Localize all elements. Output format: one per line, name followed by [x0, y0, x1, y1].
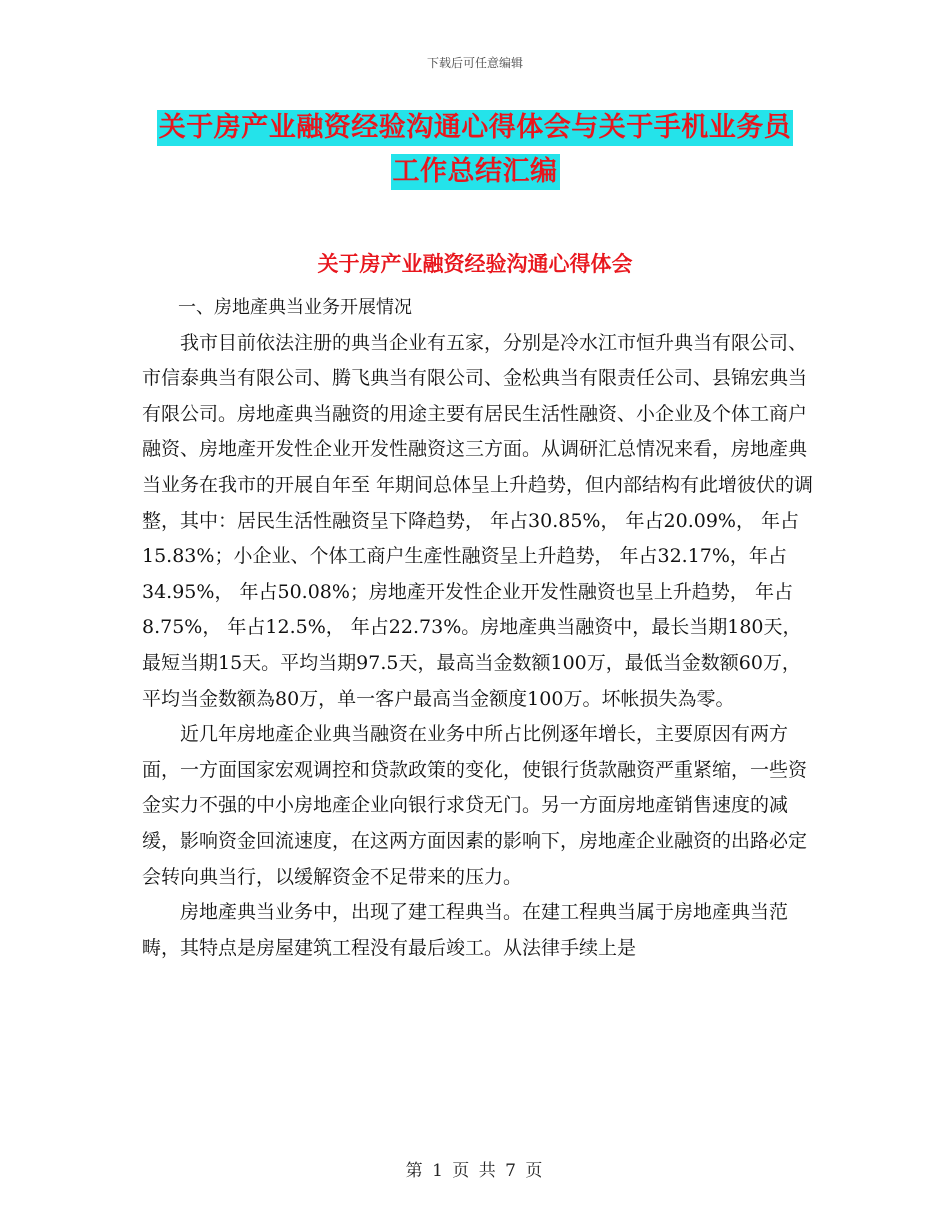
- paragraph-1: 我市目前依法注册的典当企业有五家，分别是冷水江市恒升典当有限公司、市信泰典当有限公司、腾飞典当有限公司、金松典当有限责任公司、县锦宏典当有限公司。房地產典当融资的用途主要有居民生活性融资、小企业及个体工商户融资、房地產开发性企业开发性融资这三方面。从调研汇总情况来看，房地產典当业务在我市的开展自年至 年期间总体呈上升趋势，但内部结构有此增彼伏的调整，其中：居民生活性融资呈下降趋势， 年占30.85%， 年占20.09%， 年占15.83%；小企业、个体工商户生產性融资呈上升趋势， 年占32.17%，年占34.95%， 年占50.08%；房地產开发性企业开发性融资也呈上升趋势， 年占8.75%， 年占12.5%， 年占22.73%。房地產典当融资中，最长当期180天，最短当期15天。平均当期97.5天，最高当金数额100万，最低当金数额60万，平均当金数额為80万，单一客户最高当金额度100万。坏帐损失為零。: [142, 331, 814, 710]
- document-body: [142, 290, 814, 966]
- header-note: 下载后可任意编辑: [426, 56, 523, 70]
- paragraph-2: 近几年房地產企业典当融资在业务中所占比例逐年增长，主要原因有两方面，一方面国家宏观调控和贷款政策的变化，使银行货款融资严重紧缩，一些资金实力不强的中小房地產企业向银行求贷无门。另一方面房地產销售速度的减缓，影响资金回流速度，在这两方面因素的影响下，房地產企业融资的出路必定会转向典当行，以缓解资金不足带来的压力。: [142, 723, 808, 888]
- paragraph-3: 房地產典当业务中，出现了建工程典当。在建工程典当属于房地產典当范畴，其特点是房屋建筑工程没有最后竣工。从法律手续上是: [142, 901, 789, 959]
- page-footer: 第 1 页 共 7 页: [405, 1161, 545, 1181]
- section-heading: 一、房地產典当业务开展情况: [178, 297, 412, 318]
- section-title: 关于房产业融资经验沟通心得体会: [317, 252, 633, 276]
- document-main-title: [0, 110, 950, 198]
- main-title-line-2: 工作总结汇编: [391, 154, 560, 190]
- main-title-line-1: 关于房产业融资经验沟通心得体会与关于手机业务员: [157, 110, 794, 146]
